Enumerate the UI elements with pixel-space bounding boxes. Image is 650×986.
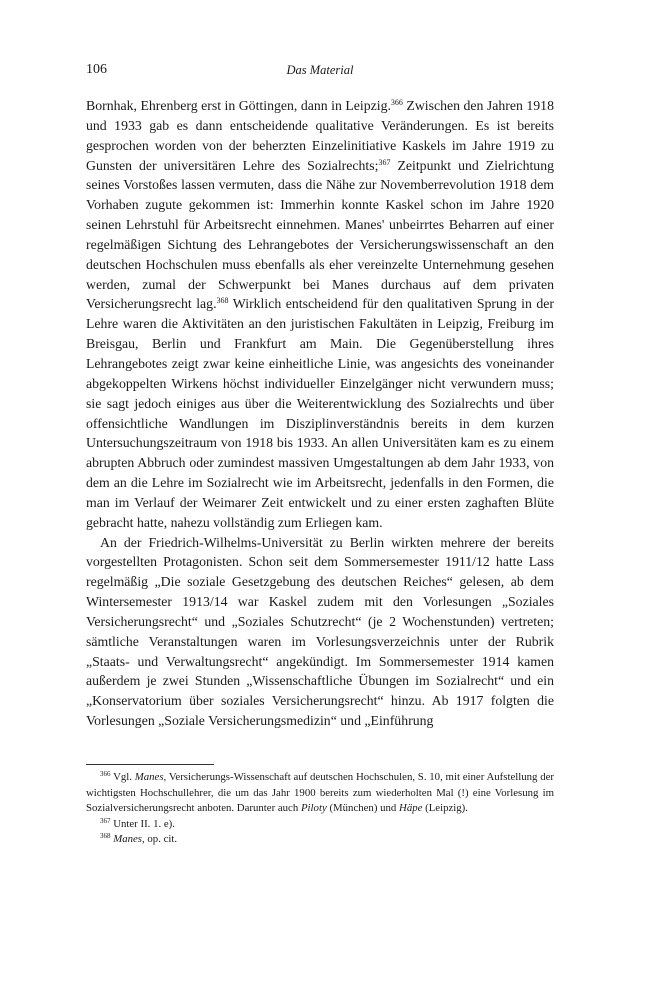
footnote-divider [86, 764, 214, 765]
footnote-368 [86, 832, 554, 848]
paragraph-2: An der Friedrich-Wilhelms-Universität zu Berlin wirkten mehrere der bereits vorgestellten Protagonisten. Schon seit dem Sommersemester 1911/12 hatte Lass regelmäßig „Die soziale Gesetzgebung des deutschen Reiches“ gelesen, ab dem Wintersemester 1913/14 war Kaskel zudem mit den Vorlesungen „Soziales Versicherungsrecht“ und „Soziales Schutzrecht“ (je 2 Wochenstunden) vertreten; sämtliche Veranstaltungen waren im Vorlesungsverzeichnis unter der Rubrik „Staats- und Verwaltungsrecht“ angekündigt. Im Sommersemester 1914 kamen außerdem je zwei Stunden „Wissenschaftliche Übungen im Sozialrecht“ und ein „Konservatorium über soziales Versicherungsrecht“ hinzu. Ab 1917 folgten die Vorlesungen „Soziale Versicherungsmedizin“ und „Einführung [86, 534, 554, 729]
page-number: 106 [86, 62, 107, 77]
paragraph-1-text-d: Wirklich entscheidend für den qualitativen Sprung in der Lehre waren die Aktivitäten an den juristischen Fakultäten in Leipzig, Freiburg im Breisgau, Berlin und Frankfurt am Main. Die Gegenüberstellung ihres Lehrangebotes zeigt zwar keine einheitliche Linie, was angesichts des voneinander abgekoppelten Wirkens höchst individueller Einzelgänger nicht verwundern muss; sie sagt jedoch einiges aus über die Weiterentwicklung des Sozialrechts und über offensichtliche Wandlungen im Disziplinverständnis bereits in dem kurzen Untersuchungszeitraum von 1918 bis 1933. An allen Universitäten kam es zu einem abrupten Abbruch oder zumindest massiven Umgestaltungen ab dem Jahr 1933, von dem an die Lehre im Sozialrecht wie im Arbeitsrecht, jedenfalls in den Formen, die man im Verlauf der Weimarer Zeit entwickelt und zu einer ersten zaghaften Blüte gebracht hatte, nahezu vollständig zum Erliegen kam. [86, 296, 554, 530]
footnote-ref-366: 366 [390, 98, 403, 107]
footnote-367 [86, 817, 554, 833]
footnote-text: , op. cit. [142, 833, 178, 846]
running-head [86, 62, 554, 84]
footnote-text: (Leipzig). [422, 802, 468, 815]
footnote-author: Manes [113, 833, 142, 846]
footnote-text: Unter II. 1. e). [110, 817, 175, 830]
body-text [86, 96, 554, 731]
running-title: Das Material [286, 63, 354, 77]
footnote-text: (München) und [326, 802, 400, 815]
footnote-ref-368: 368 [216, 296, 229, 306]
footnote-number: 367 [100, 816, 111, 825]
paragraph-1-text-a: Bornhak, Ehrenberg erst in Göttingen, dann in Leipzig. [86, 98, 391, 113]
footnote-ref-367: 367 [378, 157, 391, 167]
footnote-text: , Versicherungs-Wissenschaft auf deutschen Hochschulen, S. 10, mit einer Aufstellung der wichtigsten Hochschullehrer, die um das Jahr 1900 bereits zum wiederholten Mal (!) eine Vorlesung im Sozialversicherungsrecht anboten. Darunter auch [86, 771, 554, 815]
footnote-name: Piloty [300, 802, 327, 815]
footnote-number: 366 [100, 770, 111, 778]
footnotes [86, 770, 554, 848]
footnote-text: Vgl. [110, 771, 135, 783]
paragraph-1-text-c: Zeitpunkt und Zielrichtung seines Vorstoßes lassen vermuten, dass die Nähe zur Novemberrevolution 1918 dem Vorhaben zugute gekommen ist: Immerhin konnte Kaskel schon im Jahre 1920 seinen Lehrstuhl für Arbeitsrecht einnehmen. Manes' unbeirrtes Beharren auf einer regelmäßigen Sichtung des Lehrangebotes der Versicherungswissenschaft an den deutschen Hochschulen muss ebenfalls als eher vereinzelte Unternehmung gesehen werden, zumal der Schwerpunkt bei Manes durchaus auf dem privaten Versicherungsrecht lag. [86, 157, 554, 312]
paragraph-1-text-b: Zwischen den Jahren 1918 und 1933 gab es dann entscheidende qualitative Veränderungen. Es ist bereits gesprochen worden von der beherzten Einzelinitiative Kaskels im Jahre 1919 zu Gunsten der universitären Lehre des Sozialrechts; [86, 98, 554, 173]
footnote-number: 368 [100, 832, 111, 841]
footnote-name: Häpe [399, 802, 423, 815]
footnote-366 [86, 770, 554, 817]
paragraph-1 [86, 96, 554, 533]
footnote-author: Manes [134, 771, 164, 783]
